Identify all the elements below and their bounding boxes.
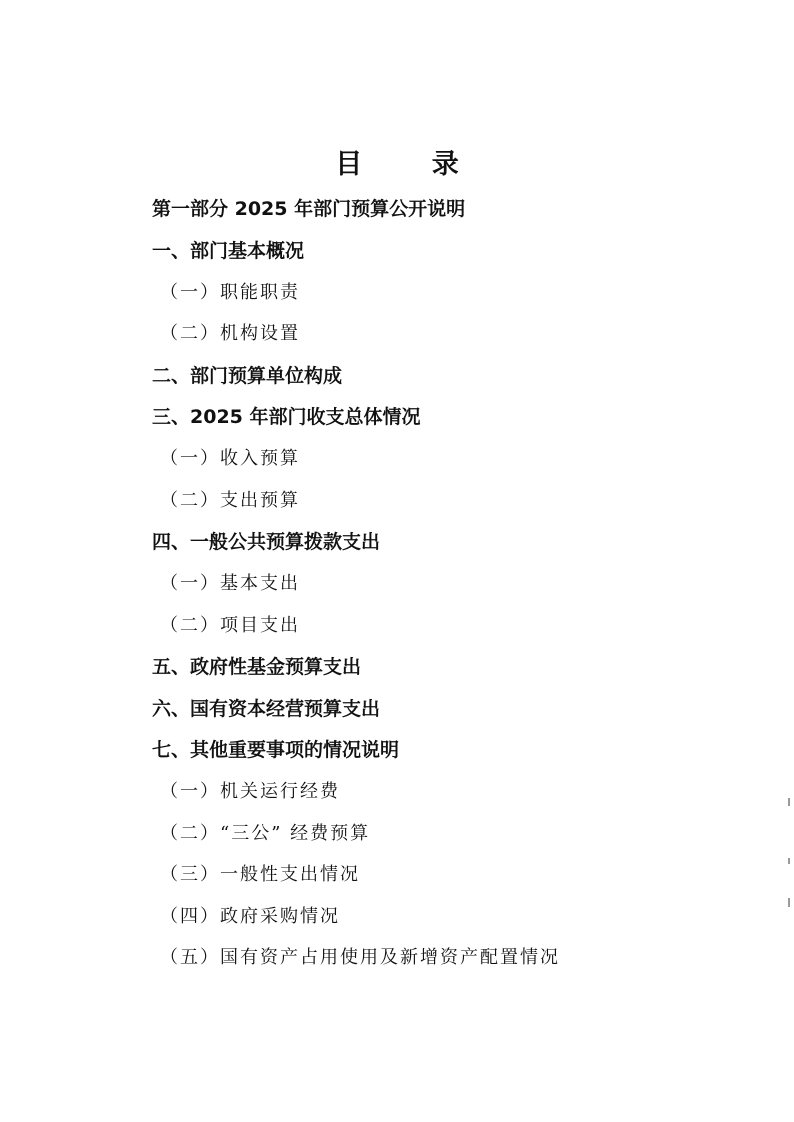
scan-speck xyxy=(788,858,790,864)
toc-entry-section-4-1: （一）基本支出 xyxy=(160,573,300,594)
toc-entry-section-4: 四、一般公共预算拨款支出 xyxy=(152,531,381,553)
toc-entry-section-1-2: （二）机构设置 xyxy=(160,323,300,344)
toc-entry-section-7-2: （二）“三公” 经费预算 xyxy=(160,823,371,844)
toc-entry-section-7-4: （四）政府采购情况 xyxy=(160,906,340,927)
toc-entry-section-7-1: （一）机关运行经费 xyxy=(160,781,340,802)
toc-entry-section-1-1: （一）职能职责 xyxy=(160,282,300,303)
toc-entry-section-2: 二、部门预算单位构成 xyxy=(152,365,343,387)
toc-entry-section-6: 六、国有资本经营预算支出 xyxy=(152,698,381,720)
toc-entry-section-7-3: （三）一般性支出情况 xyxy=(160,864,360,885)
toc-entry-section-3-2: （二）支出预算 xyxy=(160,490,300,511)
toc-entry-section-4-2: （二）项目支出 xyxy=(160,615,300,636)
scan-speck xyxy=(788,898,790,907)
toc-entry-section-5: 五、政府性基金预算支出 xyxy=(152,656,362,678)
toc-title: 目 录 xyxy=(335,149,489,180)
toc-entry-section-1: 一、部门基本概况 xyxy=(152,240,305,262)
toc-entry-section-7-5: （五）国有资产占用使用及新增资产配置情况 xyxy=(160,947,560,968)
toc-entry-section-3-1: （一）收入预算 xyxy=(160,448,300,469)
toc-entry-section-3: 三、2025 年部门收支总体情况 xyxy=(152,406,421,428)
toc-entry-part-one: 第一部分 2025 年部门预算公开说明 xyxy=(152,198,466,220)
toc-entry-section-7: 七、其他重要事项的情况说明 xyxy=(152,739,400,761)
scan-speck xyxy=(788,798,790,806)
